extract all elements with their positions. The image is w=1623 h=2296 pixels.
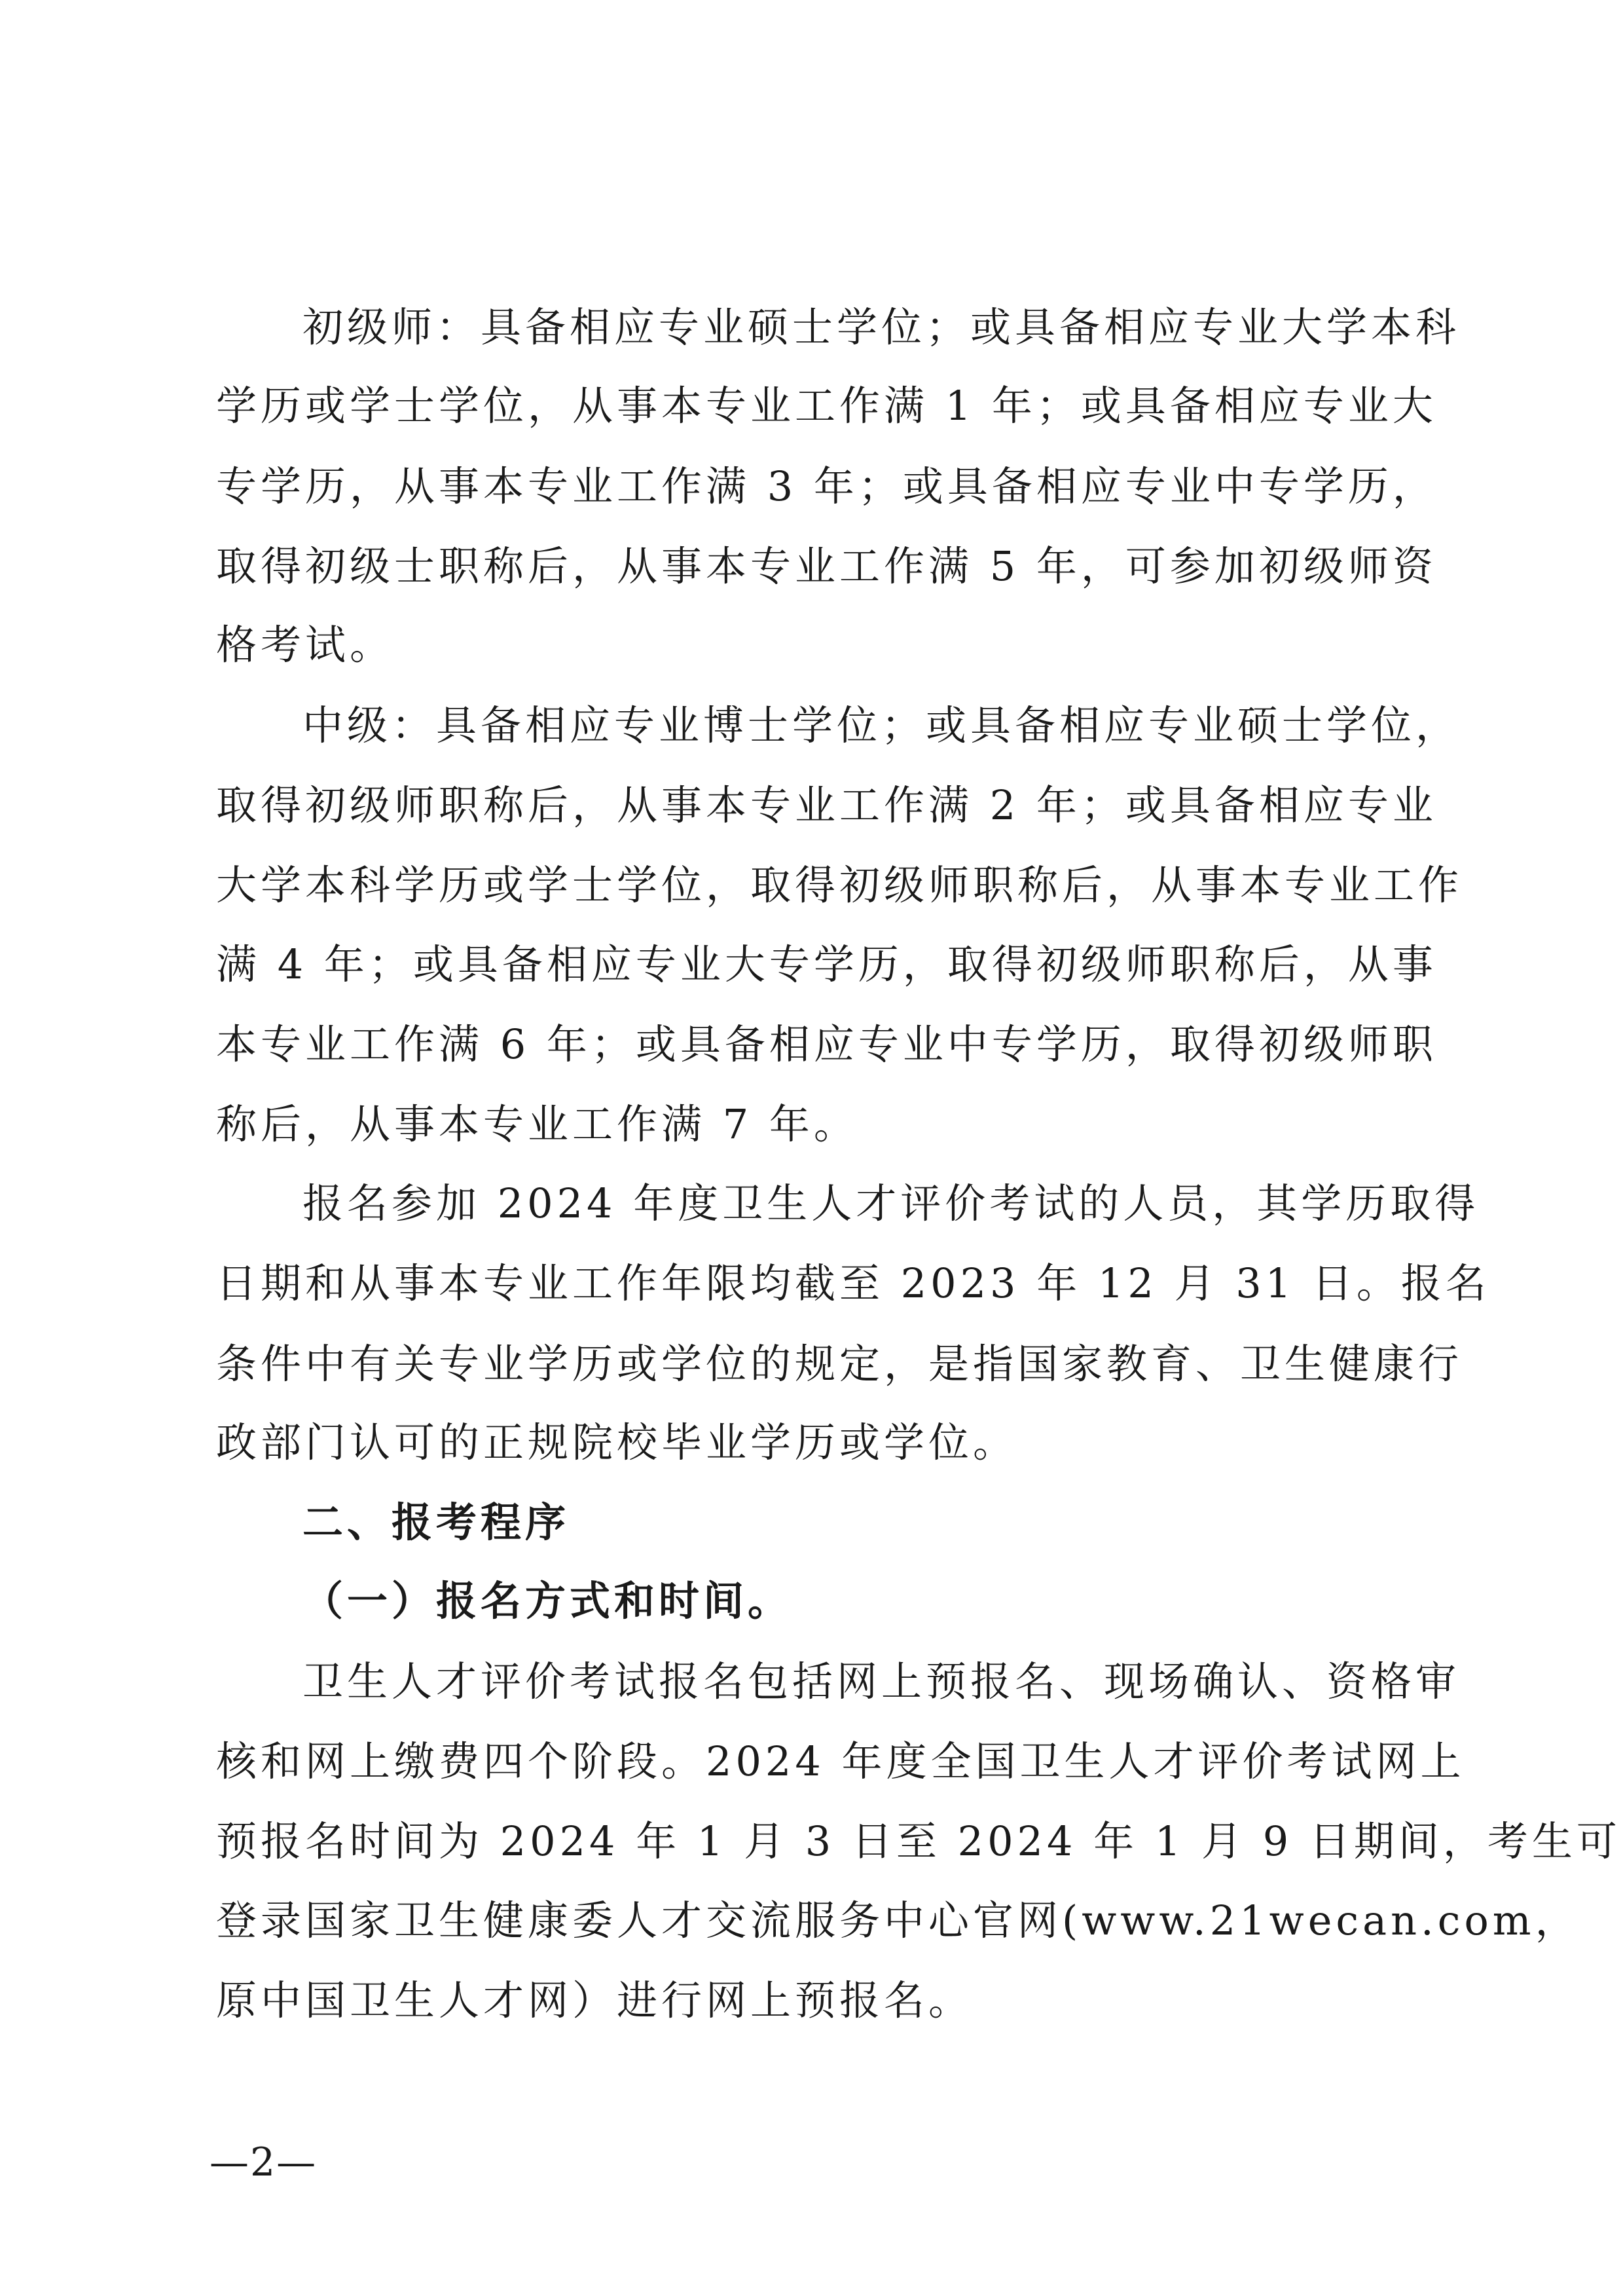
paragraph-intermediate-line-3: 大学本科学历或学士学位，取得初级师职称后，从事本专业工作 — [216, 861, 1463, 909]
paragraph-registration-line-1: 卫生人才评价考试报名包括网上预报名、现场确认、资格审 — [302, 1657, 1461, 1705]
paragraph-intermediate-line-4: 满 4 年；或具备相应专业大专学历，取得初级师职称后，从事 — [216, 940, 1437, 988]
paragraph-junior-master-line-2: 学历或学士学位，从事本专业工作满 1 年；或具备相应专业大 — [216, 382, 1437, 430]
paragraph-registration-line-3: 预报名时间为 2024 年 1 月 3 日至 2024 年 1 月 9 日期间，考生可 — [216, 1817, 1621, 1865]
paragraph-intermediate-line-2: 取得初级师职称后，从事本专业工作满 2 年；或具备相应专业 — [216, 781, 1437, 829]
paragraph-intermediate-line-6: 称后，从事本专业工作满 7 年。 — [216, 1100, 858, 1148]
subsection-heading-registration-method-and-time: （一）报名方式和时间。 — [302, 1577, 793, 1625]
paragraph-eligibility-date-line-1: 报名参加 2024 年度卫生人才评价考试的人员，其学历取得 — [302, 1179, 1480, 1227]
paragraph-registration-line-5: 原中国卫生人才网）进行网上预报名。 — [216, 1976, 974, 2024]
paragraph-junior-master-line-5: 格考试。 — [216, 621, 395, 669]
section-heading-application-procedure: 二、报考程序 — [302, 1498, 570, 1546]
paragraph-eligibility-date-line-4: 政部门认可的正规院校毕业学历或学位。 — [216, 1418, 1018, 1466]
paragraph-intermediate-line-1: 中级：具备相应专业博士学位；或具备相应专业硕士学位， — [302, 701, 1461, 749]
paragraph-junior-master-line-1: 初级师：具备相应专业硕士学位；或具备相应专业大学本科 — [302, 303, 1461, 351]
paragraph-eligibility-date-line-2: 日期和从事本专业工作年限均截至 2023 年 12 月 31 日。报名 — [216, 1259, 1490, 1307]
paragraph-junior-master-line-3: 专学历，从事本专业工作满 3 年；或具备相应专业中专学历， — [216, 462, 1437, 510]
paragraph-intermediate-line-5: 本专业工作满 6 年；或具备相应专业中专学历，取得初级师职 — [216, 1020, 1437, 1068]
page-number: —2— — [210, 2139, 318, 2185]
paragraph-eligibility-date-line-3: 条件中有关专业学历或学位的规定，是指国家教育、卫生健康行 — [216, 1340, 1463, 1388]
paragraph-registration-line-2: 核和网上缴费四个阶段。2024 年度全国卫生人才评价考试网上 — [216, 1737, 1465, 1785]
paragraph-junior-master-line-4: 取得初级士职称后，从事本专业工作满 5 年，可参加初级师资 — [216, 542, 1437, 590]
paragraph-registration-line-4: 登录国家卫生健康委人才交流服务中心官网(www.21wecan.com， — [216, 1897, 1580, 1944]
